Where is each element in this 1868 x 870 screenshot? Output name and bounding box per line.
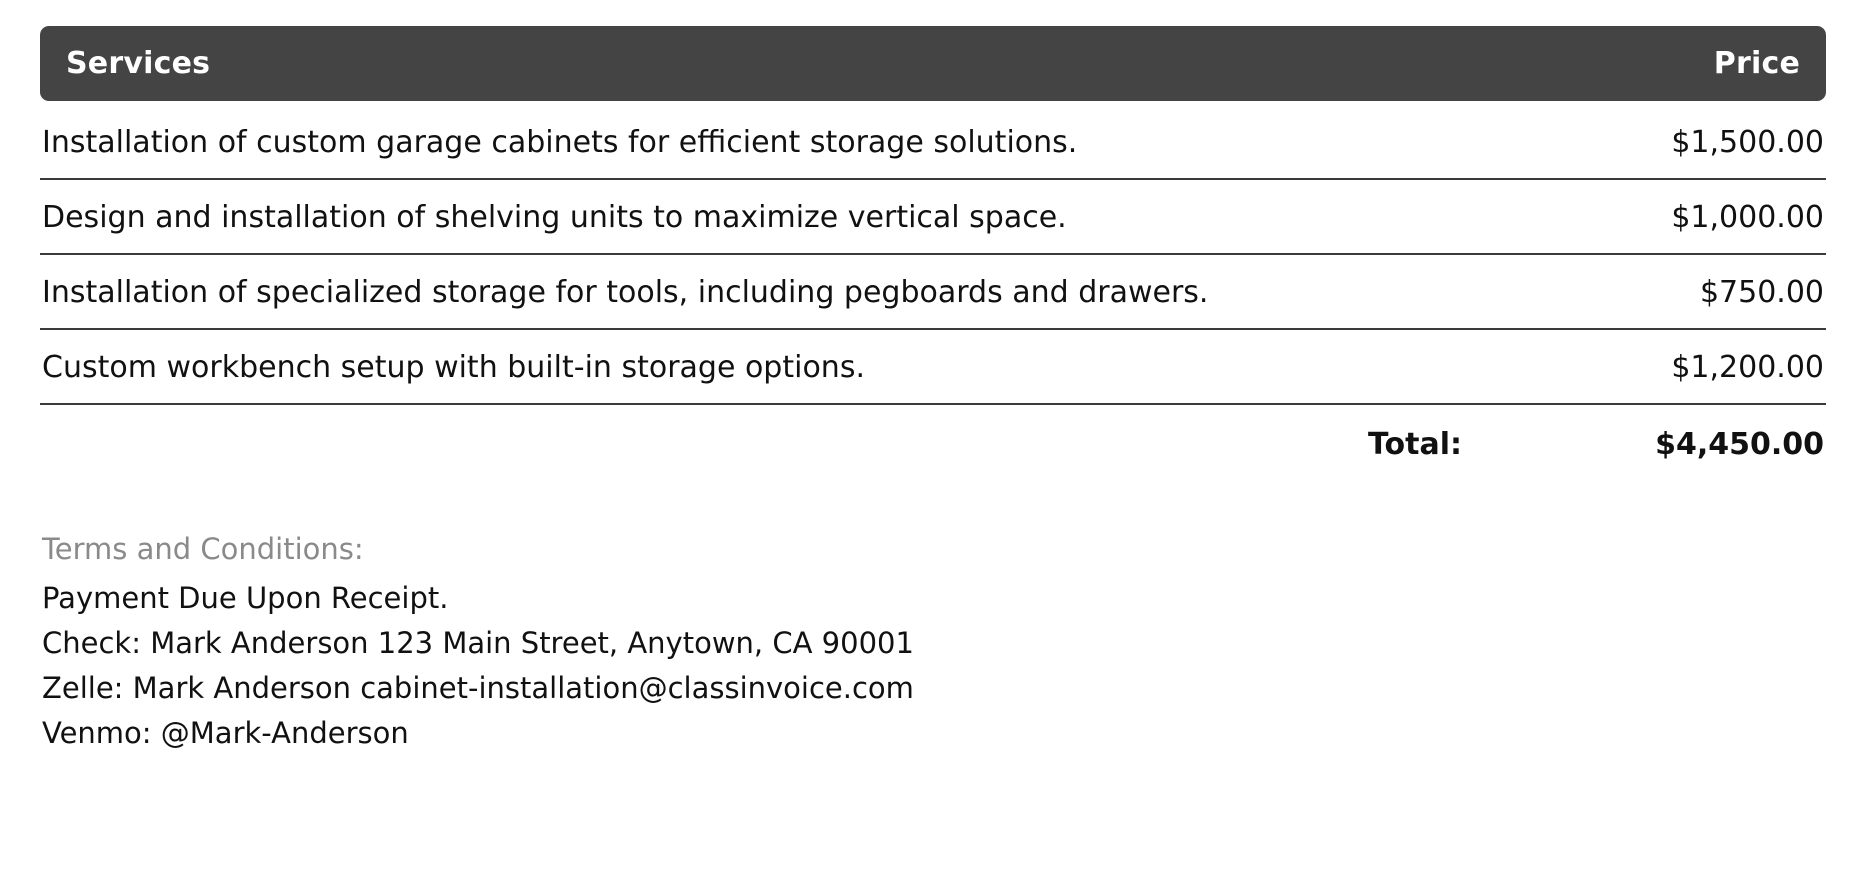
- service-price: $1,500.00: [1526, 101, 1826, 179]
- table-row: [40, 101, 1826, 179]
- service-description: Installation of custom garage cabinets for efficient storage solutions.: [40, 101, 1526, 179]
- column-header-price: Price: [1526, 26, 1826, 101]
- terms-title: Terms and Conditions:: [42, 532, 364, 566]
- table-row: [40, 254, 1826, 329]
- table-header: [40, 26, 1826, 101]
- table-row: [40, 179, 1826, 254]
- services-price-table: [40, 26, 1826, 480]
- service-description: Custom workbench setup with built-in storage options.: [40, 329, 1526, 404]
- service-price: $1,200.00: [1526, 329, 1826, 404]
- table-header-row: [40, 26, 1826, 101]
- terms-line: Zelle: Mark Anderson cabinet-installation@classinvoice.com: [42, 670, 914, 705]
- total-label: Total:: [1368, 427, 1462, 462]
- service-price: $1,000.00: [1526, 179, 1826, 254]
- service-description: Design and installation of shelving units to maximize vertical space.: [40, 179, 1526, 254]
- table-total-row: [40, 404, 1826, 480]
- table-row: [40, 329, 1826, 404]
- terms-and-conditions: [40, 532, 1832, 756]
- table-body: [40, 101, 1826, 480]
- service-description: Installation of specialized storage for tools, including pegboards and drawers.: [40, 254, 1526, 329]
- terms-line: Payment Due Upon Receipt.: [42, 581, 449, 615]
- column-header-services: Services: [40, 26, 1526, 101]
- total-value: $4,450.00: [1655, 427, 1824, 462]
- terms-line: Check: Mark Anderson 123 Main Street, Anytown, CA 90001: [42, 625, 914, 660]
- service-price: $750.00: [1526, 254, 1826, 329]
- terms-line: Venmo: @Mark-Anderson: [42, 715, 409, 750]
